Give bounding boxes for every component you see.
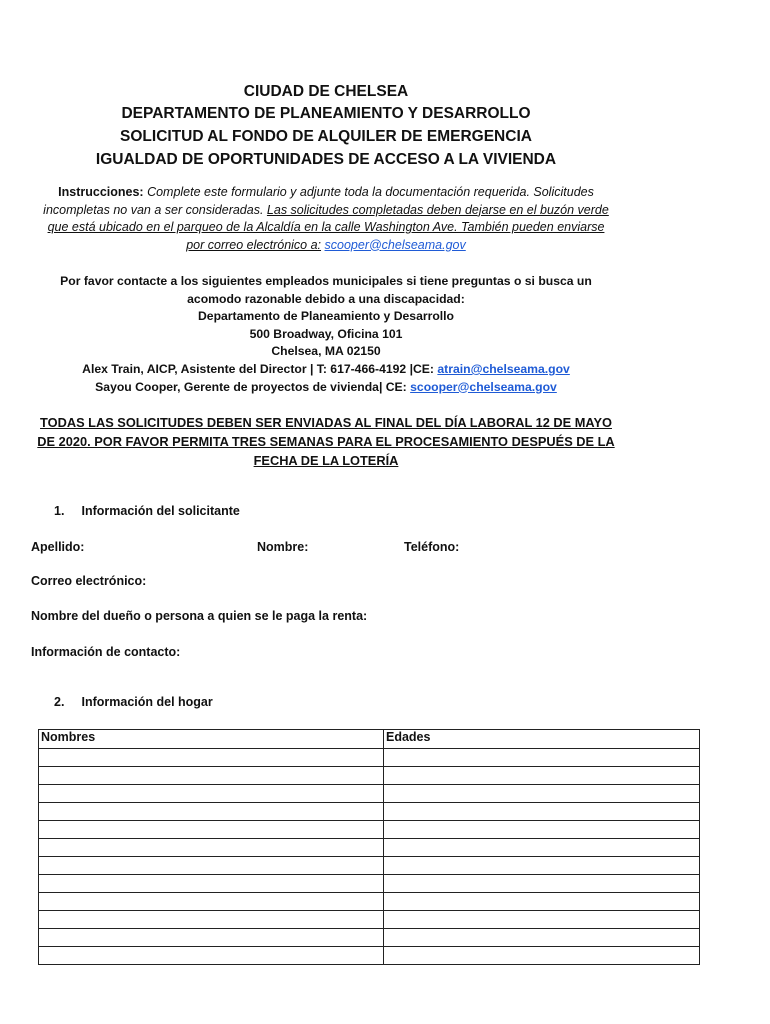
- name-cell[interactable]: [39, 839, 384, 857]
- contact-intro-line1: Por favor contacte a los siguientes empleados municipales si tiene preguntas o si busca un: [60, 274, 592, 288]
- name-cell[interactable]: [39, 929, 384, 947]
- table-row: [39, 839, 700, 857]
- landlord-name-label: Nombre del dueño o persona a quien se le paga la renta:: [31, 609, 368, 623]
- age-cell[interactable]: [384, 839, 700, 857]
- age-cell[interactable]: [384, 893, 700, 911]
- department-heading: DEPARTAMENTO DE PLANEAMIENTO Y DESARROLLO: [121, 105, 531, 122]
- column-header-names: Nombres: [39, 730, 384, 749]
- contact-address: 500 Broadway, Oficina 101: [249, 326, 403, 341]
- instructions-email-link[interactable]: scooper@chelseama.gov: [324, 237, 466, 252]
- age-cell[interactable]: [384, 857, 700, 875]
- contact-person-2-email-link[interactable]: scooper@chelseama.gov: [410, 379, 557, 394]
- contact-person-2: [40, 379, 612, 397]
- contact-person-1-email-link[interactable]: atrain@chelseama.gov: [437, 361, 570, 376]
- city-heading: CIUDAD DE CHELSEA: [243, 83, 409, 100]
- table-row: [39, 803, 700, 821]
- section-title: Información del solicitante: [81, 504, 240, 518]
- table-row: [39, 875, 700, 893]
- column-header-ages: Edades: [384, 730, 700, 749]
- form-subtitle: IGUALDAD DE OPORTUNIDADES DE ACCESO A LA VIVIENDA: [95, 151, 557, 168]
- instructions-text: Complete este formulario y adjunte toda la documentación requerida. Solicitudes incompletas no van a ser consideradas.: [43, 185, 594, 217]
- instructions-paragraph: [40, 184, 612, 254]
- age-cell[interactable]: [384, 821, 700, 839]
- phone-label: Teléfono:: [404, 540, 460, 554]
- contact-intro-line2: acomodo razonable debido a una discapacidad:: [187, 291, 465, 306]
- age-cell[interactable]: [384, 749, 700, 767]
- age-cell[interactable]: [384, 875, 700, 893]
- table-row: [39, 947, 700, 965]
- section-title: Información del hogar: [81, 695, 213, 709]
- contact-intro: [40, 273, 612, 308]
- age-cell[interactable]: [384, 947, 700, 965]
- last-name-label: Apellido:: [31, 540, 85, 554]
- contact-info-label: Información de contacto:: [31, 645, 181, 659]
- section-applicant-heading: [54, 504, 240, 518]
- table-row: [39, 821, 700, 839]
- name-cell[interactable]: [39, 947, 384, 965]
- contact-block: [40, 273, 612, 396]
- name-cell[interactable]: [39, 893, 384, 911]
- age-cell[interactable]: [384, 929, 700, 947]
- age-cell[interactable]: [384, 803, 700, 821]
- instructions-label: Instrucciones:: [58, 185, 144, 199]
- section-number: 2.: [54, 695, 65, 709]
- table-row: [39, 893, 700, 911]
- contact-department: Departamento de Planeamiento y Desarrollo: [197, 309, 454, 324]
- section-household-heading: [54, 695, 213, 709]
- contact-city: Chelsea, MA 02150: [271, 344, 381, 359]
- name-cell[interactable]: [39, 749, 384, 767]
- table-row: [39, 767, 700, 785]
- contact-person-1-text: Alex Train, AICP, Asistente del Director | T: 617-466-4192 |CE:: [82, 361, 434, 376]
- name-cell[interactable]: [39, 767, 384, 785]
- name-cell[interactable]: [39, 803, 384, 821]
- age-cell[interactable]: [384, 911, 700, 929]
- deadline-notice: TODAS LAS SOLICITUDES DEBEN SER ENVIADAS AL FINAL DEL DÍA LABORAL 12 DE MAYO DE 2020. POR FAVOR PERMITA TRES SEMANAS PARA EL PROCESAMIENTO DESPUÉS DE LA FECHA DE LA LOTERÍA: [37, 415, 615, 468]
- table-header-row: [39, 730, 700, 749]
- age-cell[interactable]: [384, 767, 700, 785]
- first-name-label: Nombre:: [257, 540, 309, 554]
- table-row: [39, 749, 700, 767]
- table-row: [39, 857, 700, 875]
- email-label: Correo electrónico:: [31, 574, 147, 588]
- table-row: [39, 929, 700, 947]
- name-cell[interactable]: [39, 857, 384, 875]
- contact-person-1: [40, 361, 612, 379]
- contact-person-2-text: Sayou Cooper, Gerente de proyectos de vivienda| CE:: [95, 379, 407, 394]
- instructions-submission-text: Las solicitudes completadas deben dejarse en el buzón verde que está ubicado en el parqueo de la Alcaldía en la calle Washington Ave. También pueden enviarse por correo electrónico a:: [47, 202, 609, 252]
- section-number: 1.: [54, 504, 65, 518]
- name-cell[interactable]: [39, 911, 384, 929]
- name-cell[interactable]: [39, 785, 384, 803]
- household-table: [38, 729, 700, 965]
- table-row: [39, 911, 700, 929]
- table-row: [39, 785, 700, 803]
- age-cell[interactable]: [384, 785, 700, 803]
- name-cell[interactable]: [39, 821, 384, 839]
- name-cell[interactable]: [39, 875, 384, 893]
- form-title: SOLICITUD AL FONDO DE ALQUILER DE EMERGENCIA: [120, 128, 532, 145]
